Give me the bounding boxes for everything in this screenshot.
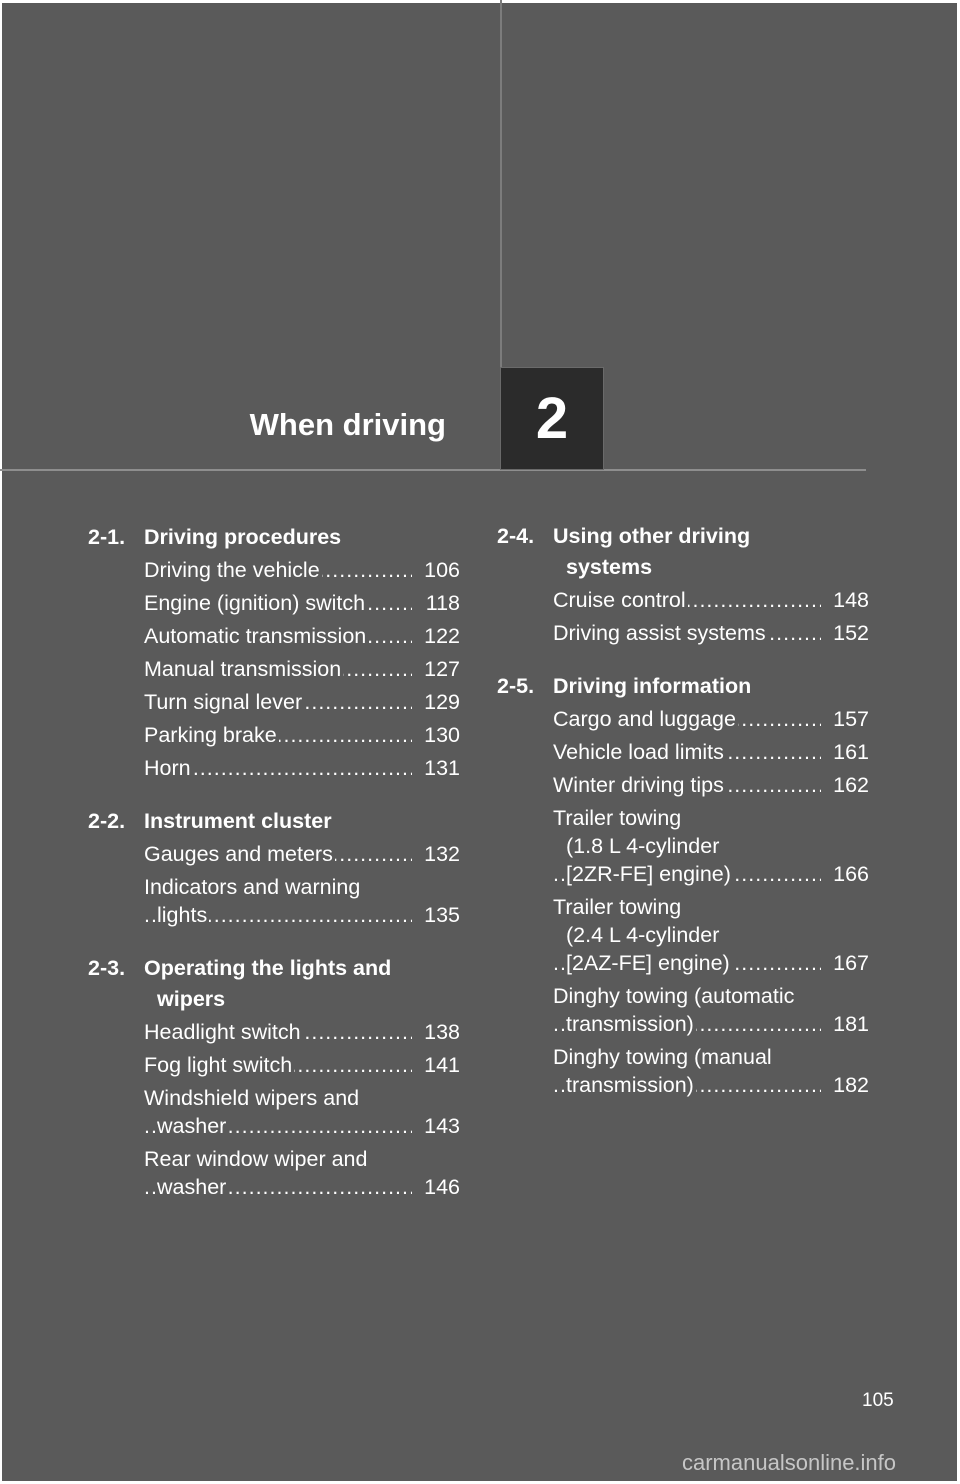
- toc-entry[interactable]: [553, 586, 869, 614]
- page-border-top: [0, 0, 960, 3]
- entry-label-line: Trailer towing: [553, 806, 682, 830]
- section-number-box: [500, 367, 604, 470]
- entry-page: 166: [833, 862, 869, 886]
- entry-page: 152: [833, 621, 869, 645]
- entry-label: Gauges and meters: [144, 842, 333, 866]
- header-horizontal-divider: [0, 469, 866, 471]
- toc-entry[interactable]: [144, 589, 460, 617]
- entry-label-line: washer: [157, 1114, 227, 1138]
- entry-label-line: washer: [157, 1175, 227, 1199]
- toc-group-2-1: [88, 522, 460, 782]
- entry-page: 157: [833, 707, 869, 731]
- toc-group-2-5: [497, 671, 869, 1099]
- group-number: 2-2.: [88, 809, 126, 833]
- entry-label: Vehicle load limits: [553, 740, 724, 764]
- entry-label-line: Indicators and warning: [144, 875, 361, 899]
- entry-page: 181: [833, 1012, 869, 1036]
- entry-label-line: Rear window wiper and: [144, 1147, 368, 1171]
- entry-page: 122: [424, 624, 460, 648]
- entry-label: Parking brake: [144, 723, 277, 747]
- entry-label: Cargo and luggage: [553, 707, 736, 731]
- entry-label-line: [2ZR-FE] engine): [566, 862, 731, 886]
- entry-label: Fog light switch: [144, 1053, 293, 1077]
- toc-entry[interactable]: [553, 771, 869, 799]
- toc-entry[interactable]: [553, 1043, 869, 1099]
- entry-label: Winter driving tips: [553, 773, 724, 797]
- entry-label: Automatic transmission: [144, 624, 367, 648]
- toc-left-column: [88, 522, 460, 1225]
- entry-page: 135: [424, 903, 460, 927]
- page-number: 105: [862, 1390, 894, 1411]
- toc-group-2-4: [497, 521, 869, 647]
- toc-entry[interactable]: [144, 556, 460, 584]
- entry-label: Turn signal lever: [144, 690, 303, 714]
- group-title: Driving information: [553, 674, 752, 698]
- toc-group-heading[interactable]: [497, 521, 869, 583]
- toc-entry[interactable]: [144, 873, 460, 929]
- entry-label-line: Dinghy towing (manual: [553, 1045, 772, 1069]
- toc-entry[interactable]: [553, 982, 869, 1038]
- entry-label-line: [2AZ-FE] engine): [566, 951, 730, 975]
- entry-label-line: lights: [157, 903, 208, 927]
- entry-page: 182: [833, 1073, 869, 1097]
- entry-page: 132: [424, 842, 460, 866]
- toc-group-heading[interactable]: [497, 671, 869, 702]
- section-title: When driving: [249, 407, 446, 442]
- group-title-line: Operating the lights and: [144, 956, 392, 980]
- entry-page: 162: [833, 773, 869, 797]
- toc-entry[interactable]: [144, 1145, 460, 1201]
- entry-label-line: Dinghy towing (automatic: [553, 984, 795, 1008]
- entry-label: Driving the vehicle: [144, 558, 320, 582]
- entry-page: 130: [424, 723, 460, 747]
- entry-page: 129: [424, 690, 460, 714]
- entry-label-line: transmission): [566, 1073, 694, 1097]
- group-title-line: Using other driving: [553, 524, 751, 548]
- entry-label: Cruise control: [553, 588, 686, 612]
- toc-entry[interactable]: [144, 721, 460, 749]
- toc-entry[interactable]: [553, 893, 869, 977]
- toc-entry[interactable]: [553, 804, 869, 888]
- entry-page: 131: [424, 756, 460, 780]
- group-title: Instrument cluster: [144, 809, 332, 833]
- toc-group-heading[interactable]: [88, 953, 460, 1015]
- section-number: 2: [535, 386, 569, 451]
- group-number: 2-4.: [497, 524, 535, 548]
- entry-label-line: (2.4 L 4-cylinder: [566, 923, 720, 947]
- entry-page: 106: [424, 558, 460, 582]
- entry-page: 161: [833, 740, 869, 764]
- group-title: Driving procedures: [144, 525, 342, 549]
- group-title-line: wipers: [157, 987, 226, 1011]
- toc-entry[interactable]: [144, 754, 460, 782]
- entry-label: Driving assist systems: [553, 621, 766, 645]
- entry-page: 118: [425, 591, 460, 615]
- group-number: 2-1.: [88, 525, 126, 549]
- toc-group-heading[interactable]: [88, 806, 460, 837]
- group-number: 2-5.: [497, 674, 535, 698]
- entry-page: 143: [424, 1114, 460, 1138]
- entry-page: 127: [424, 657, 460, 681]
- entry-page: 138: [424, 1020, 460, 1044]
- entry-label: Horn: [144, 756, 191, 780]
- toc-right-column: [497, 521, 869, 1123]
- entry-page: 141: [424, 1053, 460, 1077]
- entry-label-line: Windshield wipers and: [144, 1086, 360, 1110]
- toc-group-2-2: [88, 806, 460, 929]
- entry-label: Headlight switch: [144, 1020, 301, 1044]
- toc-entry[interactable]: [553, 705, 869, 733]
- toc-entry[interactable]: [144, 688, 460, 716]
- toc-group-heading[interactable]: [88, 522, 460, 553]
- entry-page: 167: [833, 951, 869, 975]
- toc-entry[interactable]: [144, 840, 460, 868]
- group-title-line: systems: [566, 555, 653, 579]
- entry-label-line: (1.8 L 4-cylinder: [566, 834, 720, 858]
- entry-page: 148: [833, 588, 869, 612]
- entry-label-line: Trailer towing: [553, 895, 682, 919]
- page-border-left: [0, 0, 2, 1484]
- entry-label-line: transmission): [566, 1012, 694, 1036]
- entry-page: 146: [424, 1175, 460, 1199]
- toc-entry[interactable]: [553, 619, 869, 647]
- entry-label: Manual transmission: [144, 657, 342, 681]
- group-number: 2-3.: [88, 956, 126, 980]
- watermark: carmanualsonline.info: [682, 1450, 897, 1475]
- toc-entry[interactable]: [144, 655, 460, 683]
- toc-entry[interactable]: [144, 622, 460, 650]
- toc-entry[interactable]: [144, 1084, 460, 1140]
- toc-entry[interactable]: [553, 738, 869, 766]
- entry-label: Engine (ignition) switch: [144, 591, 366, 615]
- toc-entry[interactable]: [144, 1018, 460, 1046]
- toc-entry[interactable]: [144, 1051, 460, 1079]
- toc-group-2-3: [88, 953, 460, 1201]
